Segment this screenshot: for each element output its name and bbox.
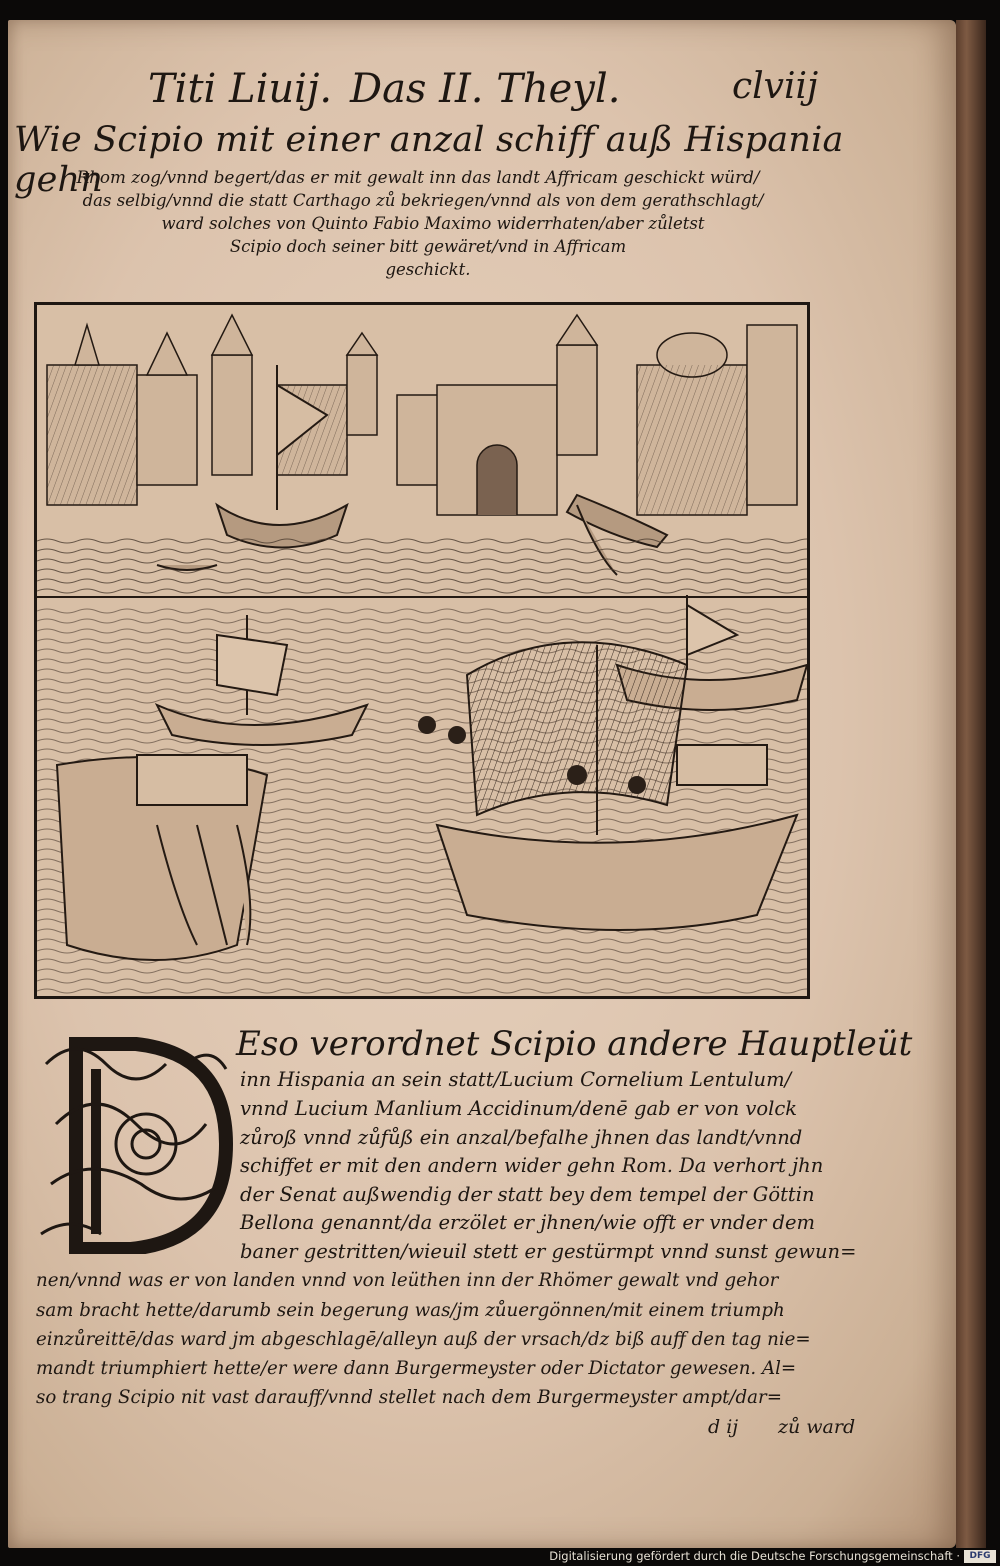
running-head-title: Titi Liuij. [148,66,333,112]
body-line-5: der Senat außwendig der statt bey dem tempel der Göttin [240,1183,815,1206]
body-line-2: vnnd Lucium Manlium Accidinum/denē gab er von volck [240,1097,798,1120]
running-head [8,66,956,116]
body-line-6: Bellona genannt/da erzölet er jhnen/wie offt er vnder dem [240,1211,816,1234]
folio-number: clviij [732,66,819,107]
dfg-logo: DFG [964,1550,996,1563]
body-line-1: inn Hispania an sein statt/Lucium Cornelium Lentulum/ [240,1068,792,1091]
chapter-heading: Wie Scipio mit einer anzal schiff auß Hispania gehn [14,120,844,200]
body-first-line: Eso verordnet Scipio andere Hauptleüt [236,1024,913,1064]
summary-line-5: geschickt. [385,260,471,279]
running-head-part: Das II. Theyl. [350,66,621,112]
harbor-ships-woodcut [37,305,807,996]
summary-line-4: Scipio doch seiner bitt gewäret/vnd in Affricam [229,237,627,256]
book-page [8,20,956,1548]
body-line-12: so trang Scipio nit vast darauff/vnnd stellet nach dem Burgermeyster ampt/dar= [36,1387,782,1408]
body-line-7: baner gestritten/wieuil stett er gestürmpt vnnd sunst gewun= [240,1240,857,1263]
signature-mark: d ij [708,1416,739,1438]
book-spine [956,20,986,1548]
catchword: zů ward [778,1416,856,1438]
digitization-footer [0,1548,1000,1566]
funding-credit: Digitalisierung gefördert durch die Deutsche Forschungsgemeinschaft · [549,1549,960,1563]
summary-line-2: das selbig/vnnd die statt Carthago zů bekriegen/vnnd als von dem gerathschlagt/ [82,191,764,210]
decorated-initial-d [36,1024,236,1254]
body-line-9: sam bracht hette/darumb sein begerung was/jm zůuergönnen/mit einem triumph [36,1300,785,1321]
body-line-8: nen/vnnd was er von landen vnnd von leüthen inn der Rhömer gewalt vnd gehor [36,1270,779,1291]
body-line-4: schiffet er mit den andern wider gehn Rom. Da verhort jhn [240,1154,824,1177]
body-line-3: zůroß vnnd zůfůß ein anzal/befalhe jhnen das landt/vnnd [240,1126,803,1149]
woodcut-illustration [34,302,810,999]
body-line-10: einzůreittē/das ward jm abgeschlagē/alleyn auß der vrsach/dz biß auff den tag nie= [36,1329,811,1350]
summary-line-3: ward solches von Quinto Fabio Maximo widerrhaten/aber zůletst [161,214,705,233]
summary-line-1: Rhom zog/vnnd begert/das er mit gewalt inn das landt Affricam geschickt würd/ [76,167,760,187]
body-line-11: mandt triumphiert hette/er were dann Burgermeyster oder Dictator gewesen. Al= [36,1358,797,1379]
